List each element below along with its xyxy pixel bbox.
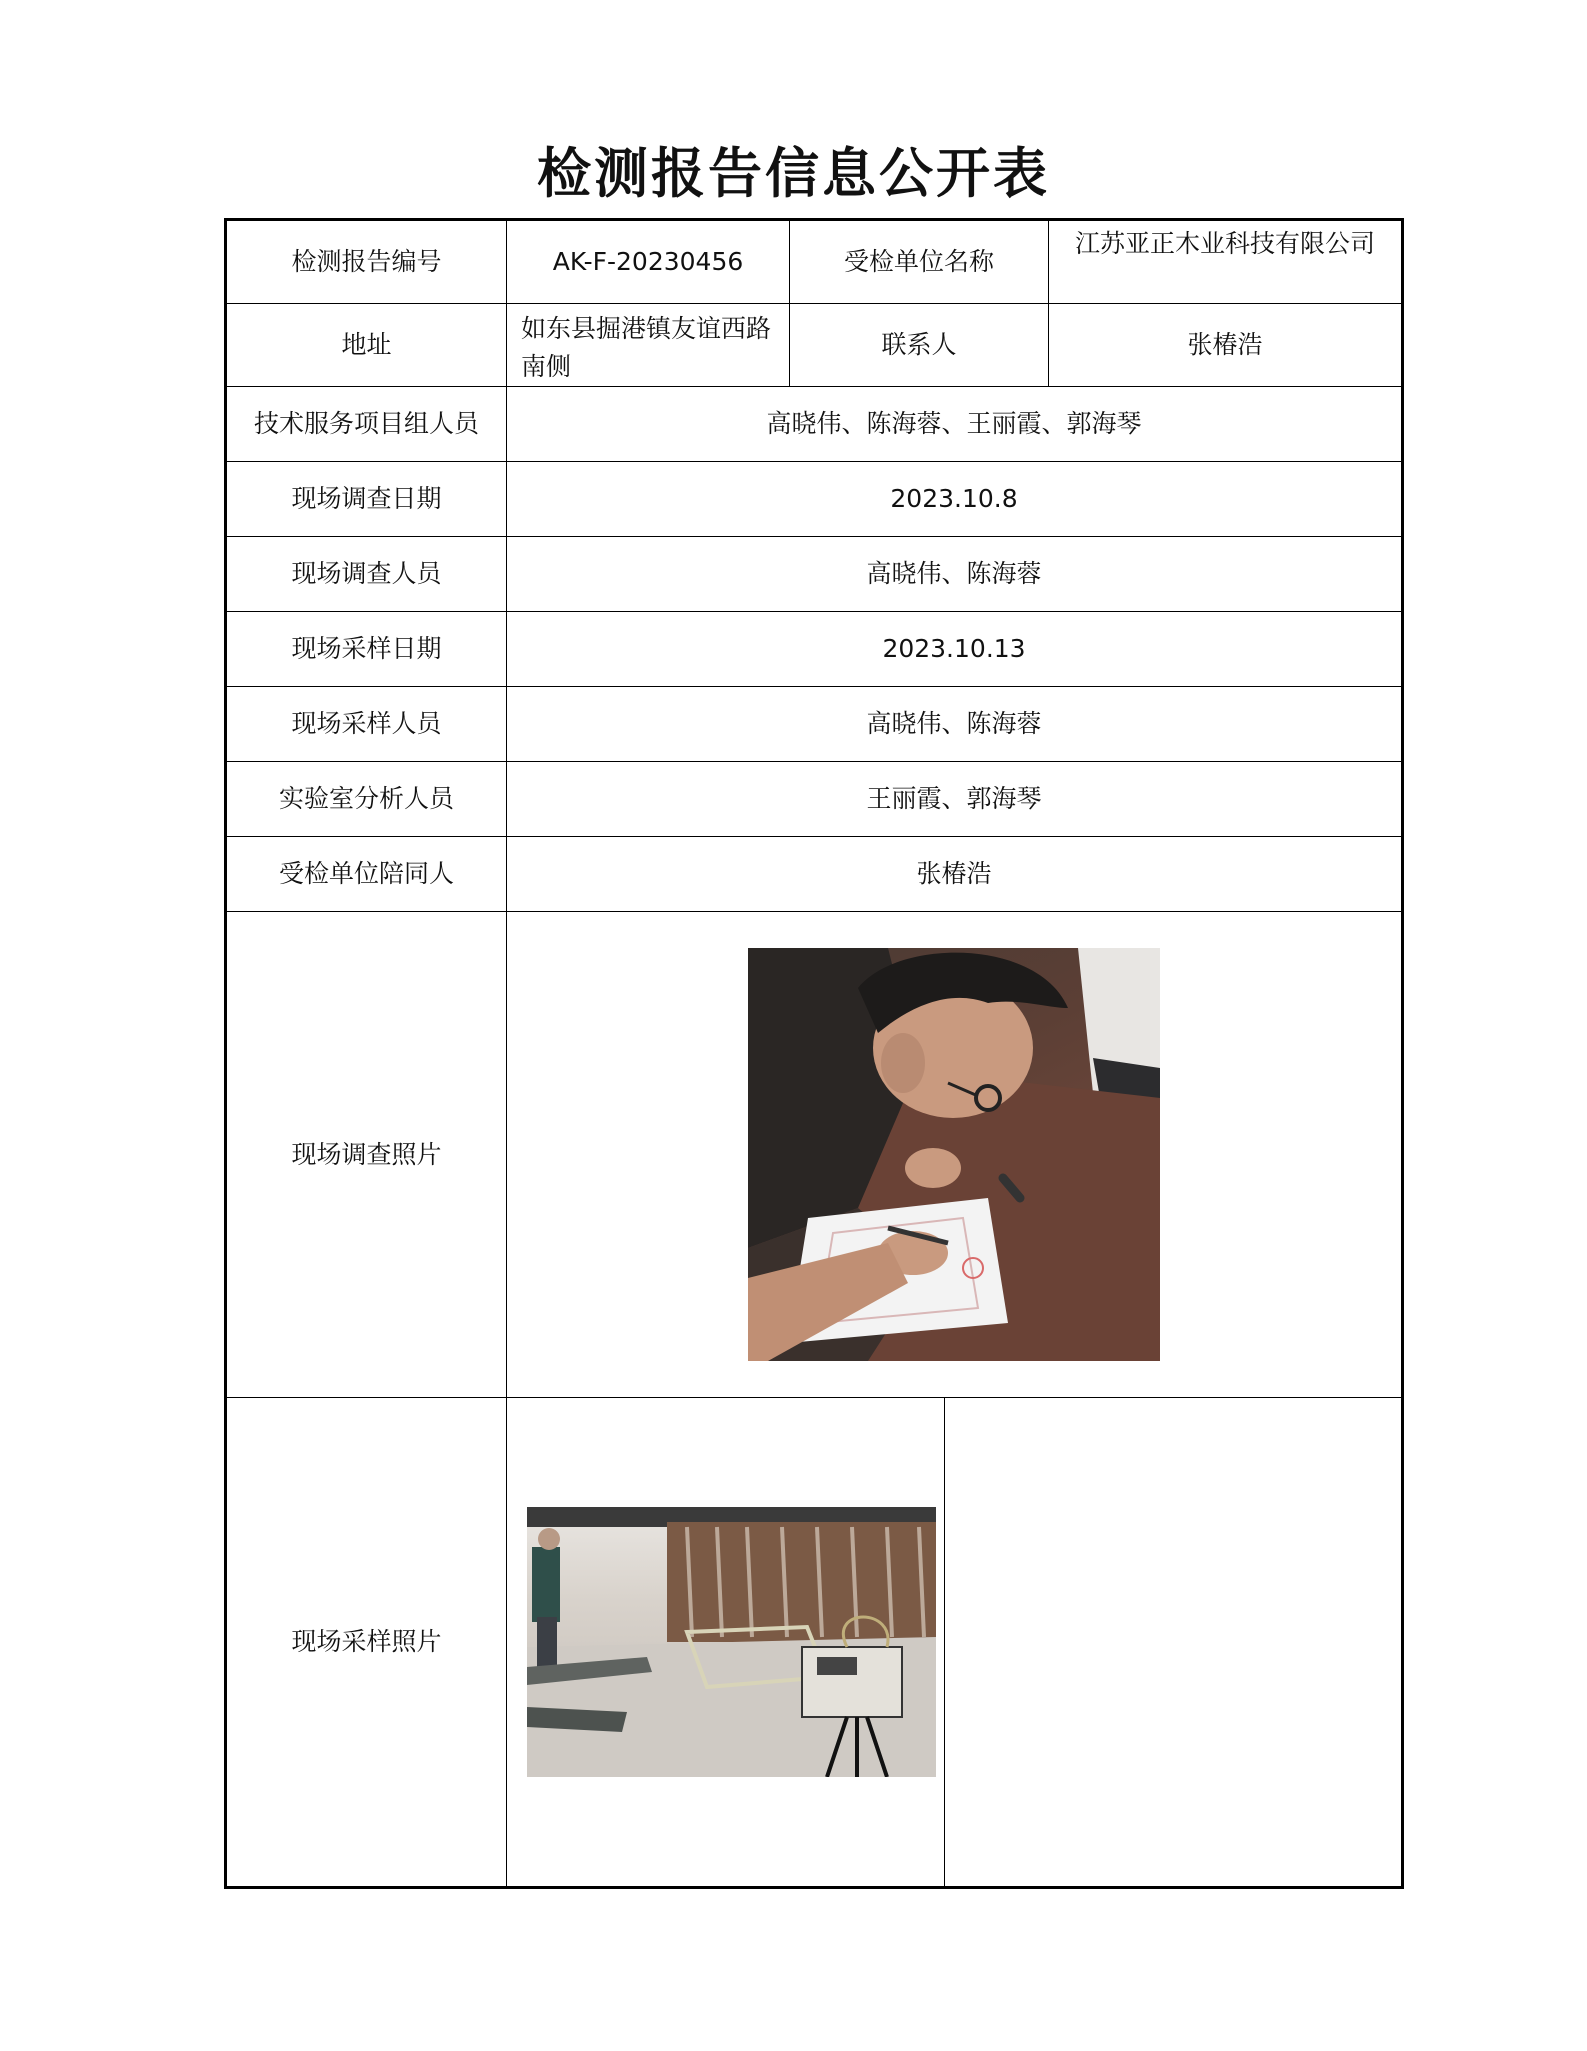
sampling-photo [527,1507,936,1777]
survey-photo-label: 现场调查照片 [226,912,507,1398]
sampling-date-value: 2023.10.13 [507,612,1403,687]
lab-staff-label: 实验室分析人员 [226,762,507,837]
team-label: 技术服务项目组人员 [226,387,507,462]
table-row [226,304,1403,387]
table-row [226,387,1403,462]
sampling-photo-image [527,1507,936,1777]
survey-photo-cell [507,912,1403,1398]
survey-staff-value: 高晓伟、陈海蓉 [507,537,1403,612]
team-value: 高晓伟、陈海蓉、王丽霞、郭海琴 [507,387,1403,462]
lab-staff-value: 王丽霞、郭海琴 [507,762,1403,837]
report-no-label: 检测报告编号 [226,220,507,304]
table-row [226,1398,1403,1888]
survey-photo-image [748,948,1160,1361]
sampling-staff-value: 高晓伟、陈海蓉 [507,687,1403,762]
unit-name-value: 江苏亚正木业科技有限公司 [1049,220,1403,304]
sampling-photo-label: 现场采样照片 [226,1398,507,1888]
table-row [226,612,1403,687]
survey-photo [748,948,1160,1361]
table-row [226,762,1403,837]
contact-value: 张椿浩 [1049,304,1403,387]
survey-date-label: 现场调查日期 [226,462,507,537]
unit-name-label: 受检单位名称 [790,220,1049,304]
address-value: 如东县掘港镇友谊西路南侧 [507,304,790,387]
address-label: 地址 [226,304,507,387]
escort-value: 张椿浩 [507,837,1403,912]
sampling-photo-cell [507,1398,945,1888]
table-row [226,537,1403,612]
sampling-staff-label: 现场采样人员 [226,687,507,762]
survey-staff-label: 现场调查人员 [226,537,507,612]
report-table [224,218,1404,1889]
contact-label: 联系人 [790,304,1049,387]
table-row [226,220,1403,304]
sampling-date-label: 现场采样日期 [226,612,507,687]
table-row [226,912,1403,1398]
table-row [226,462,1403,537]
survey-date-value: 2023.10.8 [507,462,1403,537]
escort-label: 受检单位陪同人 [226,837,507,912]
report-no-value: AK-F-20230456 [507,220,790,304]
empty-cell [945,1398,1403,1888]
page-title: 检测报告信息公开表 [537,141,1050,205]
table-row [226,837,1403,912]
table-row [226,687,1403,762]
